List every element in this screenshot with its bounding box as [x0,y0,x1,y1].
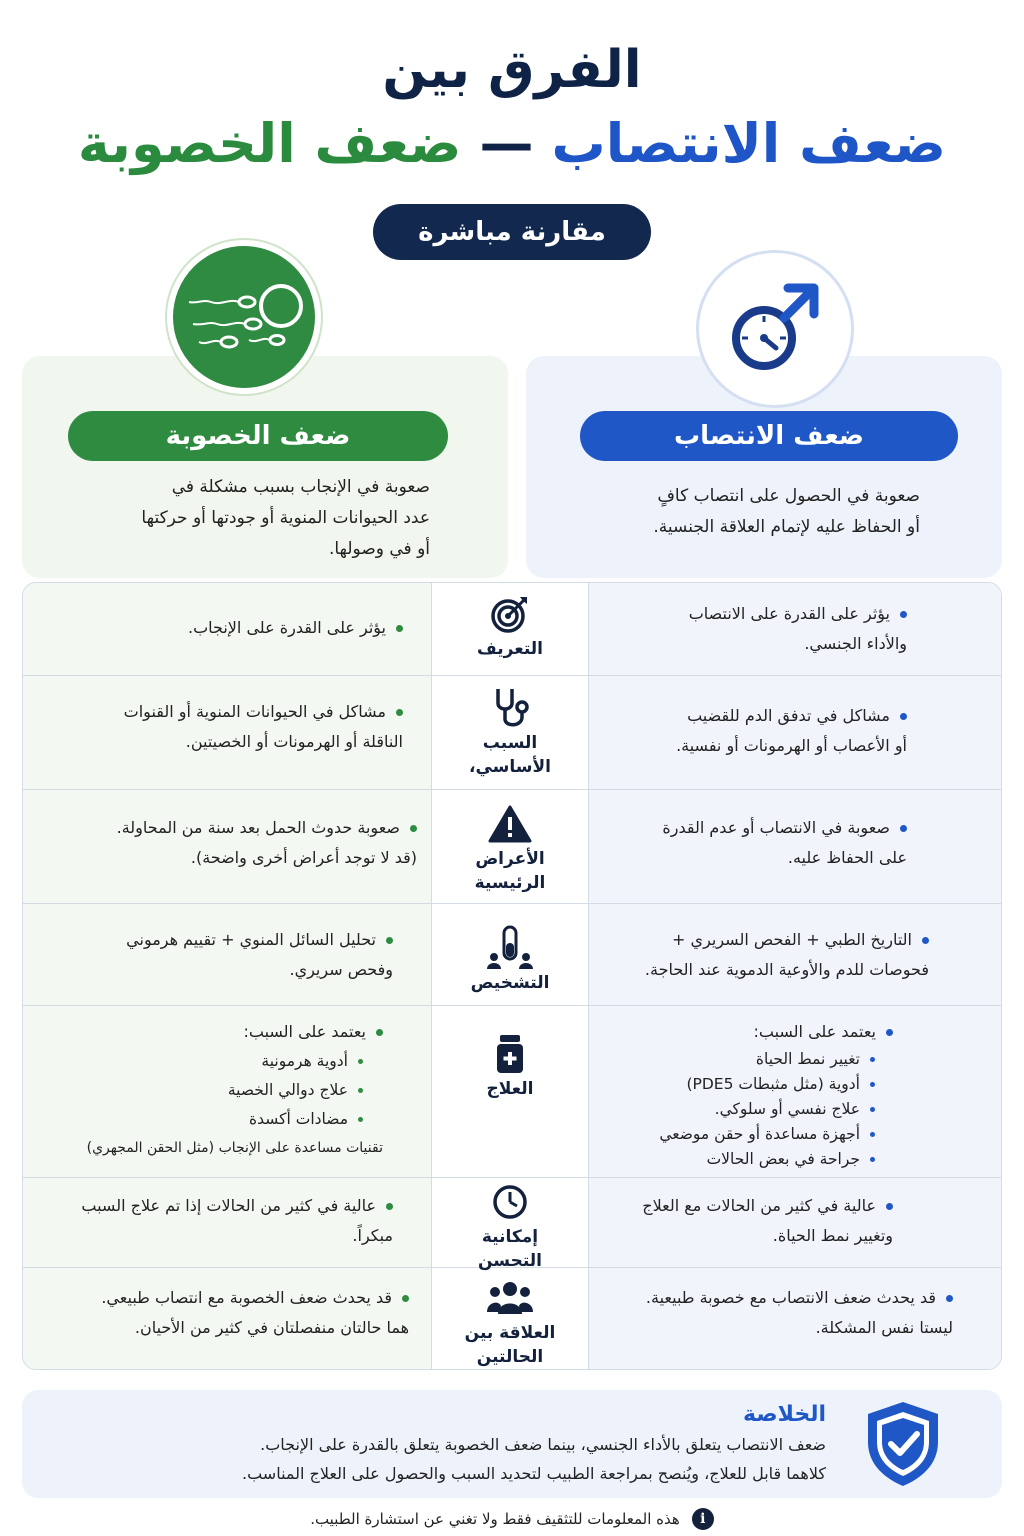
table-row-left: يعتمد على السبب: أدوية هرمونية علاج دوالي الخصية مضادات أكسدة تقنيات مساعدة على الإنجاب (مثل الحقن المجهري) [86,1022,383,1156]
table-row-right: عالية في كثير من الحالات مع العلاج وتغيير نمط الحياة. [642,1196,893,1245]
comparison-table [22,582,1002,1370]
shield-check-icon [862,1398,944,1494]
row-label-relationship: العلاقة بين الحالتين [431,1275,589,1369]
clock-icon [431,1179,589,1225]
title-ed: ضعف الانتصاب [551,112,947,175]
summary-box [22,1390,1002,1498]
row-label-definition: التعريف [431,591,589,661]
infertility-label: ضعف الخصوبة [68,411,448,461]
test-tube-icon [431,925,589,971]
infertility-description: صعوبة في الإنجاب بسبب مشكلة في عدد الحيوانات المنوية أو جودتها أو حركتها أو في وصولها. [141,477,430,559]
target-icon [431,591,589,637]
summary-title: الخلاصة [743,1402,826,1427]
summary-text: ضعف الانتصاب يتعلق بالأداء الجنسي، بينما ضعف الخصوبة يتعلق بالقدرة على الإنجاب. كلاهما قابل للعلاج، ويُنصح بمراجعة الطبيب لتحديد السبب والحصول على العلاج المناسب. [241,1435,826,1483]
table-row-right: يعتمد على السبب: تغيير نمط الحياة أدوية (مثل مثبطات PDE5) علاج نفسي أو سلوكي. أجهزة مساعدة أو حقن موضعي جراحة في بعض الحالات [623,1017,893,1172]
row-label-diagnosis: التشخيص [431,925,589,995]
table-row-left: صعوبة حدوث الحمل بعد سنة من المحاولة. (قد لا توجد أعراض أخرى واضحة). [116,818,417,867]
stethoscope-icon [431,685,589,731]
row-label-cause: السبب الأساسي، [431,685,589,779]
table-row-right: يؤثر على القدرة على الانتصاب والأداء الجنسي. [688,604,907,653]
disclaimer [0,1504,1024,1534]
row-label-treatment: العلاج [431,1031,589,1101]
row-label-symptoms: الأعراض الرئيسية [431,801,589,895]
title-infertility: ضعف الخصوبة [77,112,462,175]
ed-label: ضعف الانتصاب [580,411,958,461]
row-label-improvement: إمكانية التحسن [431,1179,589,1273]
title-dash: — [479,112,534,175]
disclaimer-text: هذه المعلومات للتثقيف فقط ولا تغني عن استشارة الطبيب. [310,1510,680,1528]
medicine-bottle-icon [431,1031,589,1077]
compare-badge: مقارنة مباشرة [373,204,651,260]
table-row-left: قد يحدث ضعف الخصوبة مع انتصاب طبيعي. هما حالتان منفصلتان في كثير من الأحيان. [101,1288,409,1337]
table-row-left: عالية في كثير من الحالات إذا تم علاج السبب مبكراً. [81,1196,393,1245]
page-title-line2 [0,112,1024,175]
table-row-right: صعوبة في الانتصاب أو عدم القدرة على الحفاظ عليه. [662,818,907,867]
table-row-left: يؤثر على القدرة على الإنجاب. [53,613,403,643]
page-title-line1: الفرق بين [382,40,642,100]
people-icon [431,1275,589,1321]
table-row-right: مشاكل في تدفق الدم للقضيب أو الأعصاب أو الهرمونات أو نفسية. [676,706,907,755]
table-row-right: التاريخ الطبي + الفحص السريري + فحوصات للدم والأوعية الدموية عند الحاجة. [644,930,929,979]
male-symbol-icon [696,250,854,408]
info-icon: i [692,1508,714,1530]
sperm-egg-icon [167,240,321,394]
warning-icon [431,801,589,847]
table-row-left: مشاكل في الحيوانات المنوية أو القنوات الناقلة أو الهرمونات أو الخصيتين. [123,702,403,751]
ed-description: صعوبة في الحصول على انتصاب كافٍ أو الحفاظ عليه لإتمام العلاقة الجنسية. [653,486,920,537]
table-row-left: تحليل السائل المنوي + تقييم هرموني وفحص سريري. [126,930,393,979]
table-row-right: قد يحدث ضعف الانتصاب مع خصوبة طبيعية. ليستا نفس المشكلة. [645,1288,953,1337]
